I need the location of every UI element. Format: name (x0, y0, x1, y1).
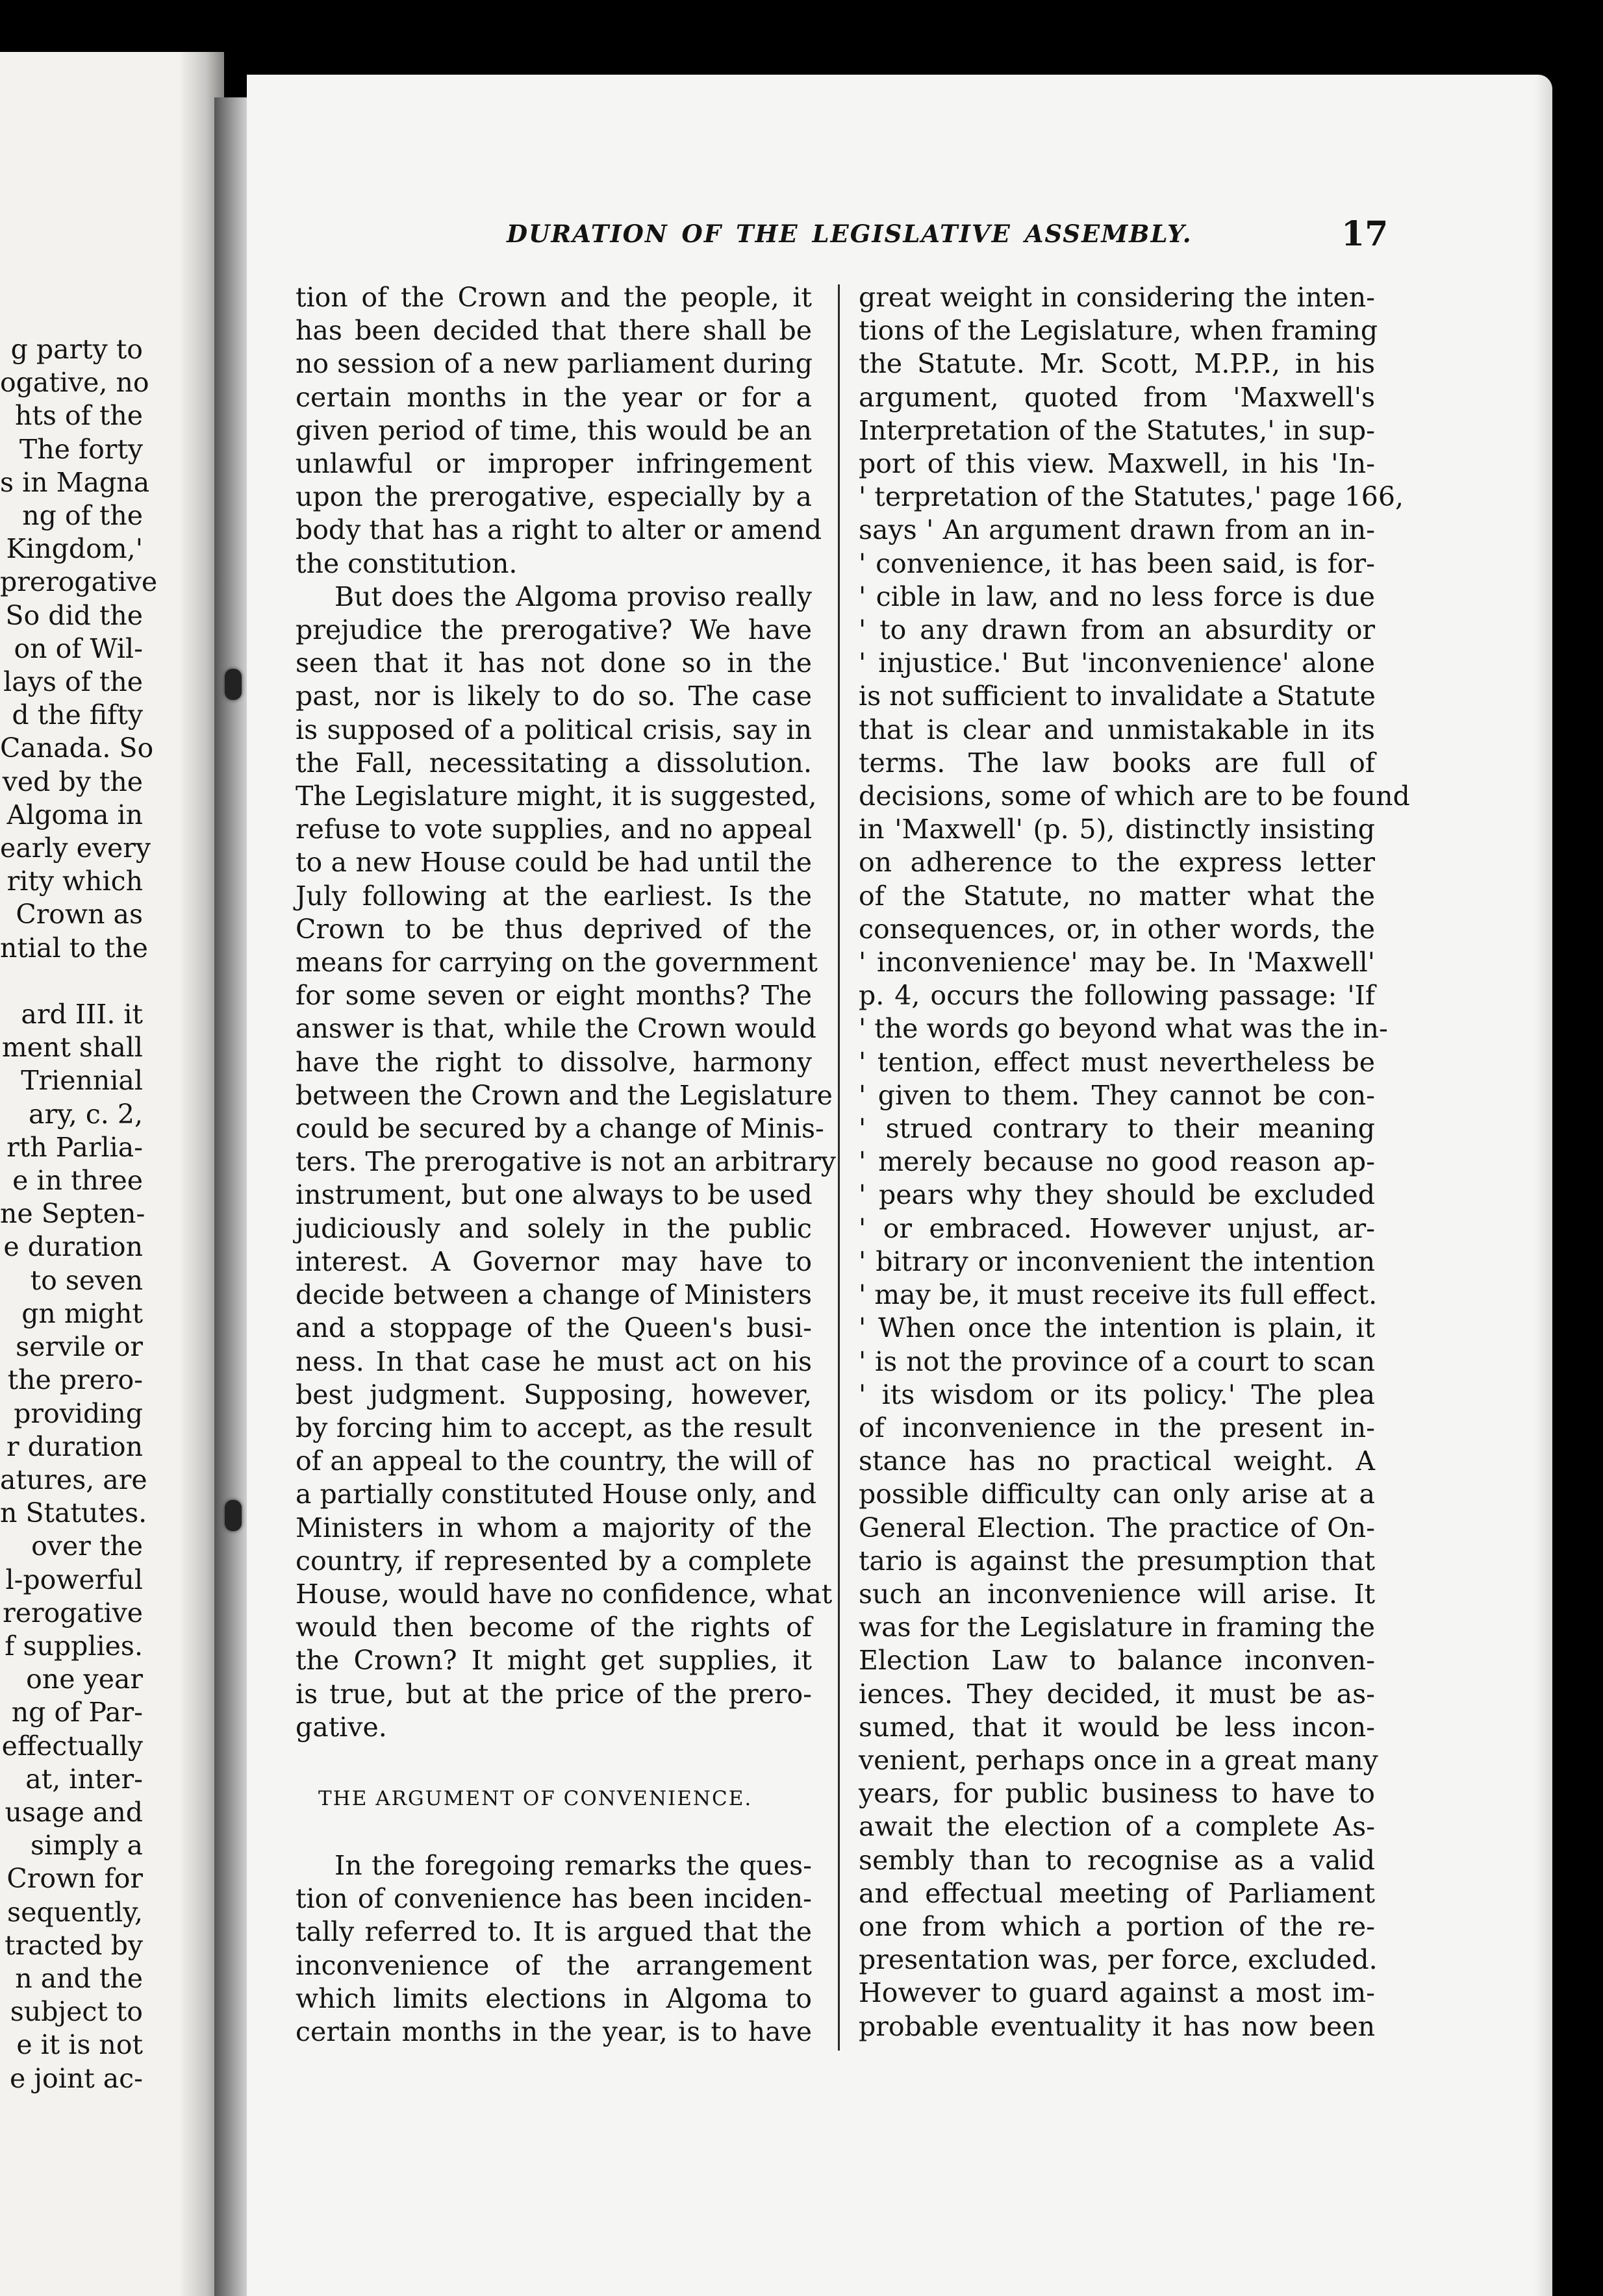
text-line: of the Statute, no matter what the (859, 880, 1375, 912)
text-line: decisions, some of which are to be found (859, 780, 1410, 812)
text-line: ' cible in law, and no less force is due (859, 580, 1375, 612)
text-line: l-powerful (5, 1564, 143, 1595)
text-line: on adherence to the express letter (859, 847, 1375, 879)
left-page-text-column (0, 333, 158, 2095)
text-line: tion of the Crown and the people, it (296, 282, 812, 313)
text-line: have the right to dissolve, harmony (296, 1046, 812, 1078)
text-line: inconvenience of the arrangement (296, 1949, 812, 1981)
text-line: ' terpretation of the Statutes,' page 166, (859, 481, 1404, 513)
column-divider (838, 284, 840, 2051)
text-line: But does the Algoma proviso really (334, 580, 812, 612)
text-line: ' or embraced. However unjust, ar- (859, 1212, 1375, 1244)
text-line: decide between a change of Ministers (296, 1279, 812, 1311)
text-line: rth Parlia- (6, 1131, 143, 1163)
text-line: the Fall, necessitating a dissolution. (296, 747, 812, 779)
text-line: ' may be, it must receive its full effect. (859, 1279, 1378, 1311)
text-line: Canada. So (0, 732, 154, 764)
text-line: ne Septen- (0, 1198, 145, 1230)
text-line: p. 4, occurs the following passage: 'If (859, 980, 1375, 1012)
text-line: the prero- (7, 1364, 143, 1396)
text-line: In the foregoing remarks the ques- (334, 1850, 812, 1881)
text-line: has been decided that there shall be (296, 315, 812, 347)
text-line: past, nor is likely to do so. The case (296, 680, 812, 712)
text-line: e joint ac- (10, 2062, 143, 2094)
text-line: terms. The law books are full of (859, 747, 1375, 779)
page-edge-shadow (1534, 75, 1554, 2296)
text-line: is true, but at the price of the prero- (296, 1678, 812, 1710)
text-line: body that has a right to alter or amend (296, 514, 822, 546)
text-line: effectually (1, 1730, 143, 1762)
text-line: e it is not (16, 2029, 143, 2061)
text-line: Crown as (16, 899, 143, 930)
text-line: House, would have no confidence, what (296, 1578, 833, 1610)
text-line: tario is against the presumption that (859, 1545, 1375, 1577)
running-head: DURATION OF THE LEGISLATIVE ASSEMBLY. (507, 219, 1193, 248)
text-line: no session of a new parliament during (296, 348, 813, 380)
text-line: could be secured by a change of Minis- (296, 1113, 824, 1145)
text-line: General Election. The practice of On- (859, 1512, 1375, 1543)
text-line: for some seven or eight months? The (296, 980, 812, 1012)
text-line: simply a (30, 1830, 143, 1862)
text-line: to a new House could be had until the (296, 847, 812, 879)
text-line: of an appeal to the country, the will of (296, 1445, 812, 1477)
text-line: the Crown? It might get supplies, it (296, 1645, 812, 1677)
text-line: answer is that, while the Crown would (296, 1013, 816, 1045)
text-line: to seven (30, 1264, 143, 1296)
text-line: Algoma in (6, 799, 143, 830)
text-line (0, 965, 143, 998)
middle-text-column-continued (296, 1849, 812, 2049)
text-line: ness. In that case he must act on his (296, 1345, 812, 1377)
text-line: argument, quoted from 'Maxwell's (859, 381, 1375, 413)
text-line: that is clear and unmistakable in its (859, 714, 1375, 745)
text-line: certain months in the year or for a (296, 381, 812, 413)
text-line: lays of the (3, 666, 143, 698)
text-line: ng of Par- (11, 1697, 143, 1728)
text-line: which limits elections in Algoma to (296, 1982, 812, 2014)
text-line: tion of convenience has been inciden- (296, 1883, 812, 1915)
text-line: the Statute. Mr. Scott, M.P.P., in his (859, 348, 1375, 380)
middle-text-column (296, 281, 836, 1744)
text-line: refuse to vote supplies, and no appeal (296, 814, 812, 845)
text-line: The Legislature might, it is suggested, (296, 780, 817, 812)
text-line: However to guard against a most im- (859, 1977, 1375, 2009)
text-line: tions of the Legislature, when framing (859, 315, 1378, 347)
text-line: a partially constituted House only, and (296, 1479, 817, 1510)
text-line: country, if represented by a complete (296, 1545, 812, 1577)
text-line: ' inconvenience' may be. In 'Maxwell' (859, 947, 1375, 979)
text-line: over the (31, 1530, 143, 1562)
text-line: Crown for (6, 1863, 143, 1895)
text-line: n and the (15, 1962, 143, 1994)
text-line: ters. The prerogative is not an arbitrary (296, 1146, 836, 1178)
text-line: ' strued contrary to their meaning (859, 1113, 1375, 1145)
text-line: prerogative (0, 566, 158, 598)
text-line: ' pears why they should be excluded (859, 1179, 1375, 1211)
text-line: sembly than to recognise as a valid (859, 1844, 1375, 1876)
text-line: tracted by (5, 1929, 143, 1961)
text-line: ' the words go beyond what was the in- (859, 1013, 1388, 1045)
text-line: Interpretation of the Statutes,' in sup- (859, 414, 1375, 446)
text-line: providing (14, 1397, 143, 1429)
binding-staple (225, 1500, 242, 1531)
text-line: early every (0, 832, 151, 864)
text-line: such an inconvenience will arise. It (859, 1578, 1375, 1610)
text-line: await the election of a complete As- (859, 1811, 1375, 1843)
text-line: great weight in considering the inten- (859, 282, 1375, 313)
text-line: best judgment. Supposing, however, (296, 1379, 812, 1410)
text-line: upon the prerogative, especially by a (296, 481, 812, 513)
text-line: prejudice the prerogative? We have (296, 614, 812, 646)
text-line: is not sufficient to invalidate a Statute (859, 680, 1376, 712)
text-line: means for carrying on the government (296, 947, 818, 979)
text-line: Election Law to balance inconven- (859, 1645, 1375, 1677)
text-line: ' tention, effect must nevertheless be (859, 1046, 1375, 1078)
text-line: certain months in the year, is to have (296, 2016, 812, 2048)
text-line: consequences, or, in other words, the (859, 913, 1375, 945)
text-line: stance has no practical weight. A (859, 1445, 1375, 1477)
text-line: ard III. it (21, 999, 143, 1030)
text-line: n Statutes. (0, 1497, 147, 1529)
text-line: sumed, that it would be less incon- (859, 1711, 1375, 1743)
text-line: Crown to be thus deprived of the (296, 913, 812, 945)
text-line: servile or (16, 1331, 143, 1363)
text-line: the constitution. (296, 547, 518, 579)
text-line: s in Magna (0, 466, 150, 498)
text-line: interest. A Governor may have to (296, 1245, 812, 1277)
text-line: Kingdom,' (6, 533, 143, 565)
text-line: gative. (296, 1711, 387, 1743)
text-line: e duration (3, 1231, 143, 1263)
text-line: seen that it has not done so in the (296, 647, 812, 679)
text-line: ' to any drawn from an absurdity or (859, 614, 1375, 646)
text-line: sequently, (7, 1896, 143, 1928)
text-line: d the fifty (12, 699, 143, 731)
text-line: atures, are (0, 1464, 147, 1495)
text-line: ' is not the province of a court to scan (859, 1345, 1375, 1377)
text-line: ntial to the (0, 932, 148, 964)
text-line: presentation was, per force, excluded. (859, 1944, 1378, 1976)
text-line: years, for public business to have to (859, 1778, 1375, 1810)
text-line: subject to (10, 1996, 143, 2028)
text-line: So did the (5, 599, 143, 631)
text-line: ' merely because no good reason ap- (859, 1146, 1375, 1178)
text-line: rerogative (3, 1597, 143, 1628)
text-line: ved by the (2, 766, 143, 797)
text-line: Triennial (21, 1065, 143, 1097)
text-line: ment shall (1, 1032, 143, 1064)
text-line: probable eventuality it has now been (859, 2010, 1375, 2042)
text-line: gn might (21, 1297, 143, 1329)
text-line: e in three (12, 1165, 143, 1197)
text-line: would then become of the rights of (296, 1612, 812, 1643)
right-text-column (859, 281, 1410, 2043)
text-line: unlawful or improper infringement (296, 448, 812, 480)
text-line: ary, c. 2, (29, 1098, 143, 1130)
text-line: one year (26, 1664, 143, 1695)
text-line: venient, perhaps once in a great many (859, 1744, 1378, 1776)
text-line: r duration (6, 1430, 143, 1462)
text-line: at, inter- (25, 1763, 143, 1795)
text-line: is supposed of a political crisis, say in (296, 714, 812, 745)
left-facing-page (0, 52, 224, 2296)
text-line: given period of time, this would be an (296, 414, 812, 446)
text-line: on of Wil- (14, 632, 143, 664)
text-line: judiciously and solely in the public (296, 1212, 812, 1244)
text-line: Ministers in whom a majority of the (296, 1512, 812, 1543)
text-line: usage and (5, 1796, 143, 1828)
text-line: ng of the (22, 500, 143, 532)
text-line: says ' An argument drawn from an in- (859, 514, 1375, 546)
text-line: possible difficulty can only arise at a (859, 1479, 1375, 1510)
text-line: The forty (19, 433, 143, 465)
text-line: July following at the earliest. Is the (296, 880, 812, 912)
text-line: hts of the (15, 400, 143, 432)
text-line: between the Crown and the Legislature (296, 1079, 833, 1111)
text-line: in 'Maxwell' (p. 5), distinctly insisting (859, 814, 1375, 845)
text-line: g party to (10, 334, 143, 365)
text-line: ' injustice.' But 'inconvenience' alone (859, 647, 1375, 679)
text-line: rity which (6, 866, 143, 897)
text-line: was for the Legislature in framing the (859, 1612, 1375, 1643)
text-line: ' convenience, it has been said, is for- (859, 547, 1375, 579)
text-line: one from which a portion of the re- (859, 1910, 1375, 1942)
page-number: 17 (1341, 214, 1389, 254)
text-line: ' When once the intention is plain, it (859, 1312, 1375, 1344)
text-line: port of this view. Maxwell, in his 'In- (859, 448, 1375, 480)
text-line: and effectual meeting of Parliament (859, 1877, 1375, 1909)
text-line: of inconvenience in the present in- (859, 1412, 1375, 1443)
text-line: instrument, but one always to be used (296, 1179, 813, 1211)
binding-staple (225, 669, 242, 700)
text-line: iences. They decided, it must be as- (859, 1678, 1375, 1710)
text-line: f supplies. (5, 1630, 143, 1662)
section-heading: THE ARGUMENT OF CONVENIENCE. (318, 1787, 753, 1810)
text-line: ' bitrary or inconvenient the intention (859, 1245, 1375, 1277)
text-line: ' its wisdom or its policy.' The plea (859, 1379, 1375, 1410)
text-line: ogative, no (0, 367, 149, 399)
text-line: ' given to them. They cannot be con- (859, 1079, 1375, 1111)
text-line: tally referred to. It is argued that the (296, 1916, 812, 1948)
text-line: by forcing him to accept, as the result (296, 1412, 812, 1443)
text-line: and a stoppage of the Queen's busi- (296, 1312, 812, 1344)
